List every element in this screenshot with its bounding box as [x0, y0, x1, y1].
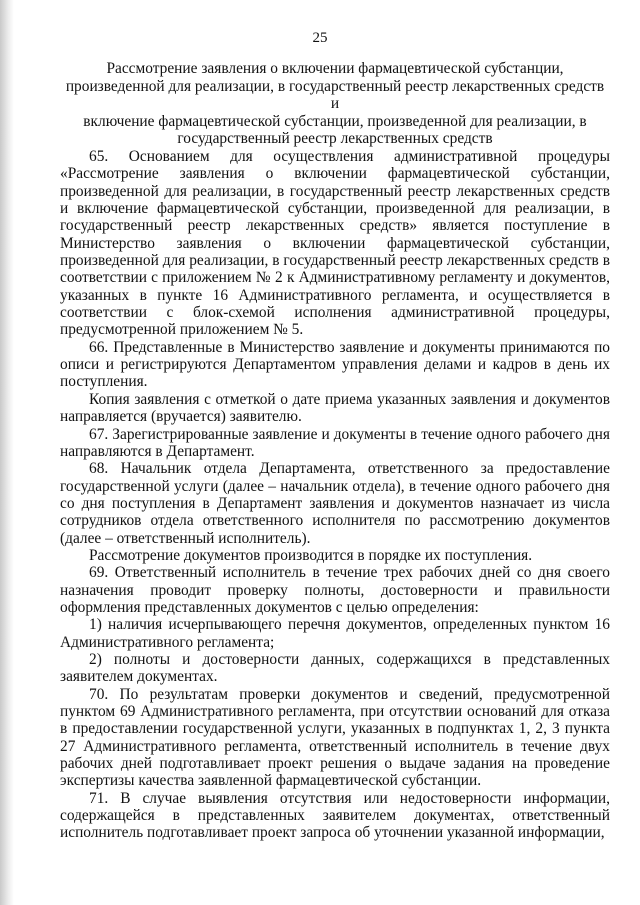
page-number: 25 — [312, 30, 328, 46]
paragraph-69-item-1: 1) наличия исчерпывающего перечня документов, определенных пунктом 16 Административного регламента; — [60, 616, 610, 651]
section-heading — [60, 60, 610, 148]
heading-line: Рассмотрение заявления о включении фармацевтической субстанции, — [106, 60, 564, 77]
paragraph-69: 69. Ответственный исполнитель в течение трех рабочих дней со дня своего назначения проводит проверку полноты, достоверности и правильности оформления представленных документов с целью определения: — [60, 564, 610, 616]
paragraph-66: 66. Представленные в Министерство заявление и документы принимаются по описи и регистрируются Департаментом управления делами и кадров в день их поступления. — [60, 338, 610, 391]
paragraph-68-order: Рассмотрение документов производится в порядке их поступления. — [89, 546, 533, 564]
paragraph-68: 68. Начальник отдела Департамента, ответственного за предоставление государственной услуги (далее – начальник отдела), в течение одного рабочего дня со дня поступления в Департамент заявления и документов назначает из числа сотрудников отдела ответственного исполнителя по рассмотрению документов (далее – ответственный исполнитель). — [60, 460, 610, 547]
paragraph-69-item-2: 2) полноты и достоверности данных, содержащихся в представленных заявителем документах. — [60, 650, 610, 686]
heading-line: произведенной для реализации, в государственный реестр лекарственных средств и — [65, 77, 605, 112]
scan-binding-shadow — [0, 0, 14, 905]
paragraph-71: 71. В случае выявления отсутствия или недостоверности информации, содержащейся в представленных заявителем документах, ответственный исполнитель подготавливает проект запроса об уточнении указанной информации, — [60, 789, 610, 842]
paragraph-70: 70. По результатам проверки документов и сведений, предусмотренной пунктом 69 Административного регламента, при отсутствии оснований для отказа в предоставлении государственной услуги, указанных в подпунктах 1, 2, 3 пункта 27 Административного регламента, ответственный исполнитель в течение двух рабочих дней подготавливает проект решения о выдаче задания на проведение экспертизы качества заявленной фармацевтической субстанции. — [60, 685, 610, 790]
paragraph-65: 65. Основанием для осуществления административной процедуры «Рассмотрение заявления о включении фармацевтической субстанции, произведенной для реализации, в государственный реестр лекарственных средств и включение фармацевтической субстанции, произведенной для реализации, в государственный реестр лекарственных средств» является поступление в Министерство заявления о включении фармацевтической субстанции, произведенной для реализации, в государственный реестр лекарственных средств в соответствии с приложением № 2 к Административному регламенту и документов, указанных в пункте 16 Административного регламента, и осуществляется в соответствии с блок-схемой исполнения административной процедуры, предусмотренной приложением № 5. — [60, 148, 610, 339]
heading-line: включение фармацевтической субстанции, произведенной для реализации, в — [83, 112, 587, 130]
document-body — [60, 148, 610, 842]
paragraph-67: 67. Зарегистрированные заявление и документы в течение одного рабочего дня направляются в Департамент. — [60, 425, 610, 460]
paragraph-66-copy: Копия заявления с отметкой о дате приема указанных заявления и документов направляется (вручается) заявителю. — [60, 390, 610, 426]
heading-line: государственный реестр лекарственных средств — [177, 130, 493, 147]
